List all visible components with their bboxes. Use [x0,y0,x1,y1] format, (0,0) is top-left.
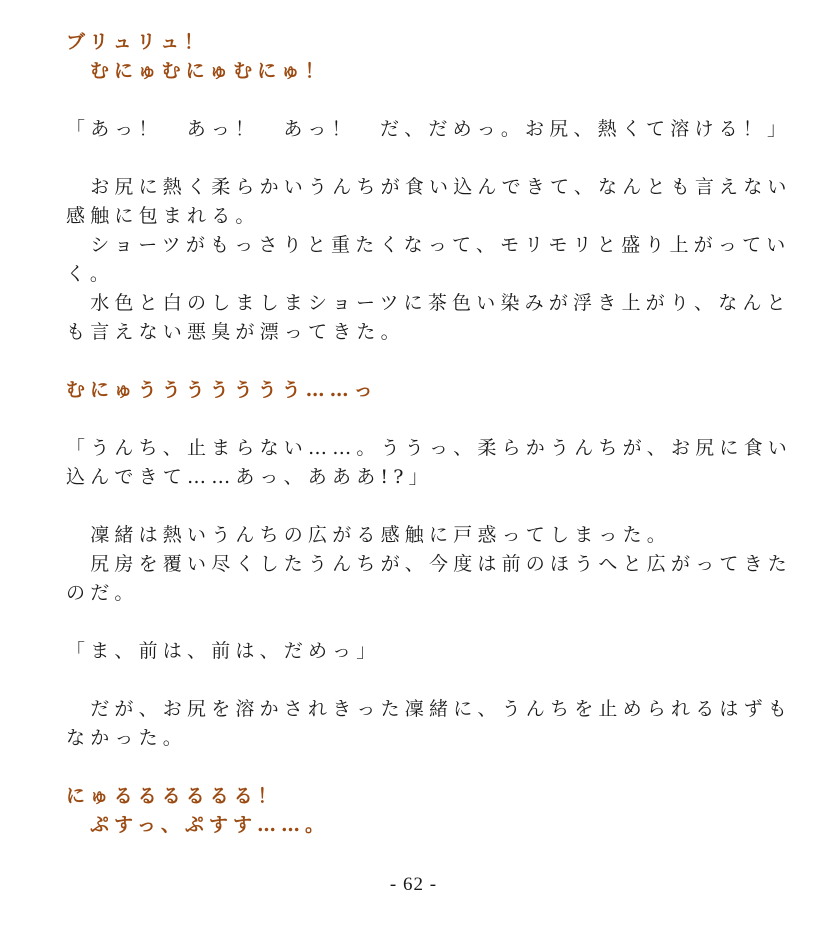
text-line: 尻房を覆い尽くしたうんちが、今度は前のほうへと広がってきた [66,553,793,575]
text-line: だが、お尻を溶かされきった凜緒に、うんちを止められるはずも [66,698,793,720]
text-line: 「あっ！ あっ！ あっ！ だ、だめっ。お尻、熱くて溶ける！」 [66,118,792,140]
text-line: なかった。 [66,727,188,749]
dialogue-paragraph [66,115,796,144]
text-line: も言えない悪臭が漂ってきた。 [66,321,405,343]
sfx-block [66,376,796,405]
dialogue-paragraph [66,637,796,666]
text-line: お尻に熱く柔らかいうんちが食い込んできて、なんとも言えない [66,176,792,198]
text-line: 「うんち、止まらない……。ううっ、柔らかうんちが、お尻に食い [66,437,793,459]
sfx-line: ぷすっ、ぷすす……。 [90,814,330,836]
text-line: ショーツがもっさりと重たくなって、モリモリと盛り上がってい [66,234,791,256]
text-line: 感触に包まれる。 [66,205,260,227]
sfx-line: ブリュリュ！ [66,31,209,53]
dialogue-paragraph [66,434,796,492]
text-line: 「ま、前は、前は、だめっ」 [66,640,381,662]
text-line: く。 [66,263,115,285]
text-line: 水色と白のしましまショーツに茶色い染みが浮き上がり、なんと [66,292,791,314]
sfx-line: むにゅううううううう……っ [66,379,378,401]
sfx-block [66,28,796,86]
page-number: - 62 - [389,874,438,895]
sfx-block [66,782,796,840]
text-line: 凜緒は熱いうんちの広がる感触に戸惑ってしまった。 [66,524,672,546]
narration-paragraph [66,695,796,753]
page-body [66,28,796,840]
narration-paragraph [66,521,796,608]
text-line: のだ。 [66,582,139,604]
sfx-line: にゅるるるるるる！ [66,785,282,807]
text-line: 込んできて……あっ、あああ!?」 [66,466,433,488]
sfx-line: むにゅむにゅむにゅ！ [90,60,329,82]
narration-paragraph [66,173,796,347]
